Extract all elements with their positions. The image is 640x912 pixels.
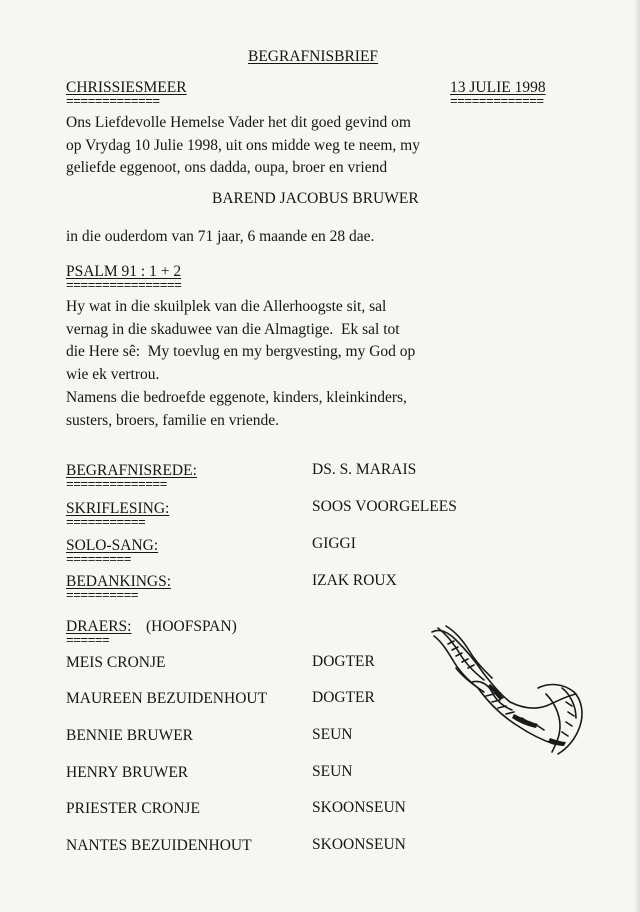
intro-paragraph bbox=[66, 112, 576, 180]
bearer-name: MEIS CRONJE bbox=[66, 654, 166, 671]
bearers-double-underline: ====== bbox=[66, 633, 110, 648]
psalm-text bbox=[66, 296, 576, 386]
mourners-paragraph bbox=[66, 387, 576, 432]
bearer-name: BENNIE BRUWER bbox=[66, 727, 194, 744]
bearer-relation: DOGTER bbox=[312, 653, 375, 670]
bearer-relation: SKOONSEUN bbox=[312, 836, 406, 853]
psalm-line: wie ek vertrou. bbox=[66, 365, 160, 383]
date-double-underline: ============= bbox=[450, 94, 544, 109]
service-role-label: SKRIFLESING: bbox=[66, 500, 170, 517]
age-line: in die ouderdom van 71 jaar, 6 maande en 28 dae. bbox=[66, 228, 375, 245]
psalm-line: Hy wat in die skuilplek van die Allerhoogste sit, sal bbox=[66, 298, 387, 315]
mourners-line: susters, broers, familie en vriende. bbox=[66, 411, 280, 429]
service-role-value: DS. S. MARAIS bbox=[312, 461, 417, 478]
service-role-double-underline: ========= bbox=[66, 552, 131, 567]
psalm-double-underline: ================ bbox=[66, 278, 182, 293]
bearer-relation: DOGTER bbox=[312, 689, 375, 706]
place-heading: CHRISSIESMEER bbox=[66, 79, 187, 96]
service-role-double-underline: ========== bbox=[66, 588, 139, 603]
page-edge-shadow bbox=[634, 0, 640, 912]
intro-line: Ons Liefdevolle Hemelse Vader het dit goed gevind om bbox=[66, 114, 411, 131]
service-role-double-underline: =========== bbox=[66, 515, 146, 530]
service-role-label: SOLO-SANG: bbox=[66, 537, 159, 554]
service-role-label: BEDANKINGS: bbox=[66, 573, 172, 590]
mourners-line: Namens die bedroefde eggenote, kinders, kleinkinders, bbox=[66, 389, 407, 406]
bearer-name: HENRY BRUWER bbox=[66, 764, 189, 781]
intro-line: op Vrydag 10 Julie 1998, uit ons midde weg te neem, my bbox=[66, 136, 420, 154]
bearers-label: DRAERS: bbox=[66, 618, 132, 635]
bearer-relation: SEUN bbox=[312, 726, 353, 743]
service-role-value: GIGGI bbox=[312, 535, 356, 552]
psalm-line: vernag in die skaduwee van die Almagtige. Ek sal tot bbox=[66, 320, 400, 338]
intro-line: geliefde eggenoot, ons dadda, oupa, broer en vriend bbox=[66, 159, 388, 176]
service-role-value: SOOS VOORGELEES bbox=[312, 498, 457, 515]
bearer-name: NANTES BEZUIDENHOUT bbox=[66, 837, 252, 854]
service-role-value: IZAK ROUX bbox=[312, 572, 397, 589]
service-role-label: BEGRAFNISREDE: bbox=[66, 462, 197, 479]
deceased-name: BAREND JACOBUS BRUWER bbox=[212, 190, 419, 207]
psalm-line: die Here sê: My toevlug en my bergvesting, my God op bbox=[66, 343, 416, 360]
psalm-heading: PSALM 91 : 1 + 2 bbox=[66, 263, 182, 280]
bearer-name: PRIESTER CRONJE bbox=[66, 800, 200, 817]
bearers-note: (HOOFSPAN) bbox=[146, 618, 237, 635]
bearer-relation: SEUN bbox=[312, 763, 353, 780]
document-title: BEGRAFNISBRIEF bbox=[248, 48, 379, 65]
service-role-double-underline: ============== bbox=[66, 477, 167, 492]
praying-hands-icon bbox=[426, 622, 586, 762]
place-double-underline: ============= bbox=[66, 94, 160, 109]
date-heading: 13 JULIE 1998 bbox=[450, 79, 546, 96]
bearer-relation: SKOONSEUN bbox=[312, 799, 406, 816]
bearer-name: MAUREEN BEZUIDENHOUT bbox=[66, 690, 268, 707]
